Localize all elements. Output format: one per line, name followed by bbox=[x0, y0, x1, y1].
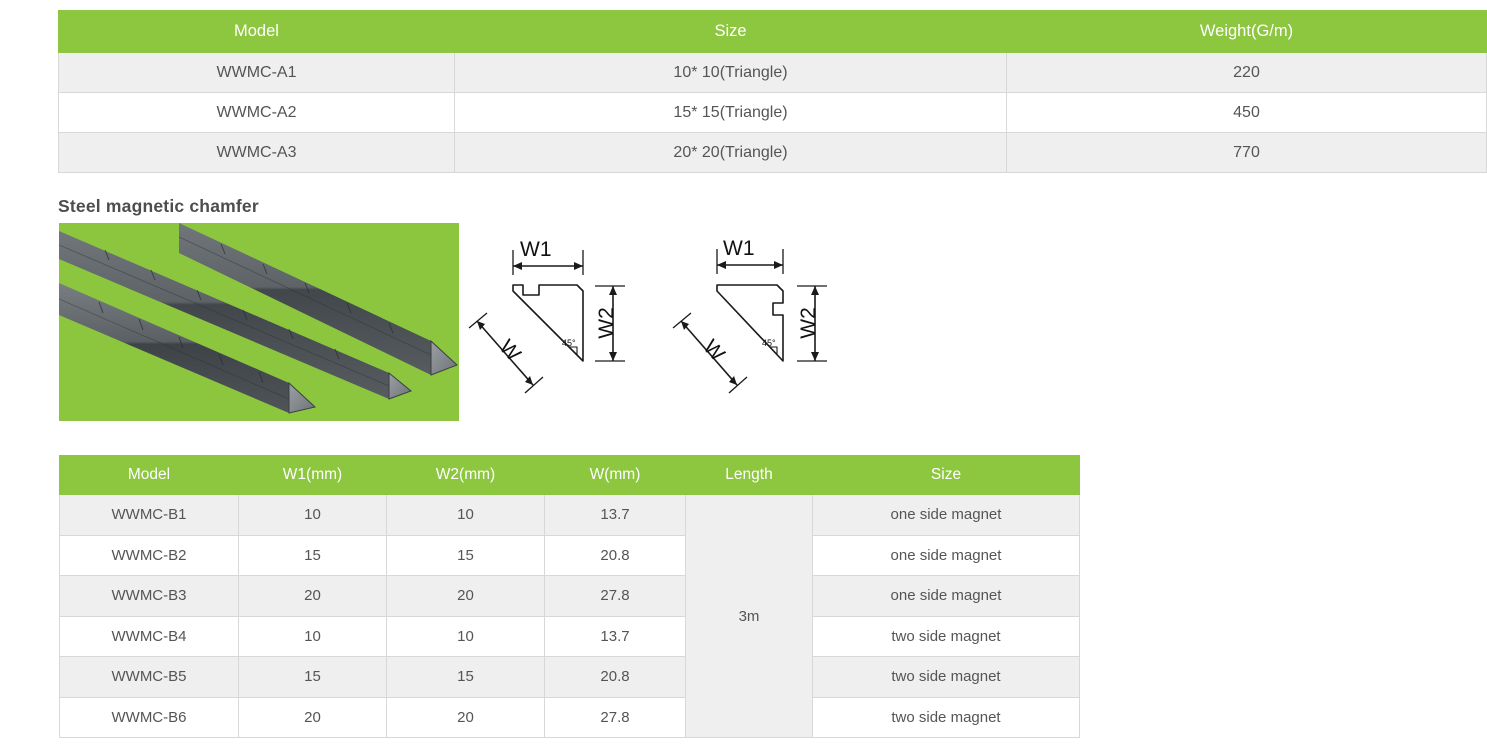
column-header-w2: W2(mm) bbox=[387, 456, 545, 495]
cell-model: WWMC-B4 bbox=[60, 616, 239, 657]
cell-model: WWMC-B1 bbox=[60, 495, 239, 536]
section-title: Steel magnetic chamfer bbox=[58, 196, 259, 216]
cell-w1: 20 bbox=[239, 697, 387, 738]
label-w2-right: W2 bbox=[797, 307, 820, 339]
column-header-w: W(mm) bbox=[545, 456, 686, 495]
cell-w: 27.8 bbox=[545, 697, 686, 738]
cell-w2: 10 bbox=[387, 495, 545, 536]
cell-size: one side magnet bbox=[813, 576, 1080, 617]
cell-size: two side magnet bbox=[813, 697, 1080, 738]
cell-w1: 15 bbox=[239, 535, 387, 576]
cell-w2: 20 bbox=[387, 697, 545, 738]
cell-weight: 450 bbox=[1007, 93, 1487, 133]
column-header-length: Length bbox=[686, 456, 813, 495]
cell-size: one side magnet bbox=[813, 495, 1080, 536]
cell-w2: 15 bbox=[387, 535, 545, 576]
cell-w: 13.7 bbox=[545, 616, 686, 657]
column-header-size: Size bbox=[813, 456, 1080, 495]
model-size-weight-table bbox=[58, 10, 1487, 173]
column-header-w1: W1(mm) bbox=[239, 456, 387, 495]
cell-size: 15* 15(Triangle) bbox=[455, 93, 1007, 133]
table-header-row bbox=[59, 11, 1487, 53]
cell-w2: 10 bbox=[387, 616, 545, 657]
label-w1-right: W1 bbox=[723, 237, 755, 260]
cell-model: WWMC-A1 bbox=[59, 53, 455, 93]
cell-size: one side magnet bbox=[813, 535, 1080, 576]
column-header-weight: Weight(G/m) bbox=[1007, 11, 1487, 53]
table-row bbox=[60, 697, 1080, 738]
cell-size: 10* 10(Triangle) bbox=[455, 53, 1007, 93]
table-row bbox=[59, 133, 1487, 173]
cell-w1: 10 bbox=[239, 495, 387, 536]
table-row bbox=[60, 657, 1080, 698]
label-angle-left: 45° bbox=[562, 338, 576, 348]
label-w1-left: W1 bbox=[520, 238, 552, 261]
table-row bbox=[60, 576, 1080, 617]
table-header-row bbox=[60, 456, 1080, 495]
cell-w1: 20 bbox=[239, 576, 387, 617]
cell-w: 13.7 bbox=[545, 495, 686, 536]
label-angle-right: 45° bbox=[762, 338, 776, 348]
label-w-right: W bbox=[698, 335, 730, 366]
cell-model: WWMC-B2 bbox=[60, 535, 239, 576]
cell-w1: 15 bbox=[239, 657, 387, 698]
label-w-left: W bbox=[494, 335, 526, 366]
table-row bbox=[60, 616, 1080, 657]
chamfer-bars-illustration bbox=[59, 223, 459, 421]
cell-w: 27.8 bbox=[545, 576, 686, 617]
table-row bbox=[59, 93, 1487, 133]
table-row bbox=[59, 53, 1487, 93]
cell-length: 3m bbox=[686, 495, 813, 738]
cell-w1: 10 bbox=[239, 616, 387, 657]
cell-w: 20.8 bbox=[545, 535, 686, 576]
cell-w2: 15 bbox=[387, 657, 545, 698]
column-header-model: Model bbox=[59, 11, 455, 53]
cell-size: 20* 20(Triangle) bbox=[455, 133, 1007, 173]
cell-size: two side magnet bbox=[813, 616, 1080, 657]
cell-model: WWMC-B6 bbox=[60, 697, 239, 738]
chamfer-specification-table bbox=[59, 455, 1080, 738]
cell-model: WWMC-B3 bbox=[60, 576, 239, 617]
column-header-size: Size bbox=[455, 11, 1007, 53]
cell-model: WWMC-A3 bbox=[59, 133, 455, 173]
cell-w2: 20 bbox=[387, 576, 545, 617]
product-photo bbox=[59, 223, 459, 421]
chamfer-profile-drawings bbox=[465, 223, 885, 421]
column-header-model: Model bbox=[60, 456, 239, 495]
cell-model: WWMC-A2 bbox=[59, 93, 455, 133]
cell-w: 20.8 bbox=[545, 657, 686, 698]
cell-weight: 220 bbox=[1007, 53, 1487, 93]
table-row bbox=[60, 535, 1080, 576]
cell-weight: 770 bbox=[1007, 133, 1487, 173]
cell-model: WWMC-B5 bbox=[60, 657, 239, 698]
cell-size: two side magnet bbox=[813, 657, 1080, 698]
label-w2-left: W2 bbox=[595, 307, 618, 339]
table-row bbox=[60, 495, 1080, 536]
cross-section-diagrams bbox=[465, 223, 885, 421]
